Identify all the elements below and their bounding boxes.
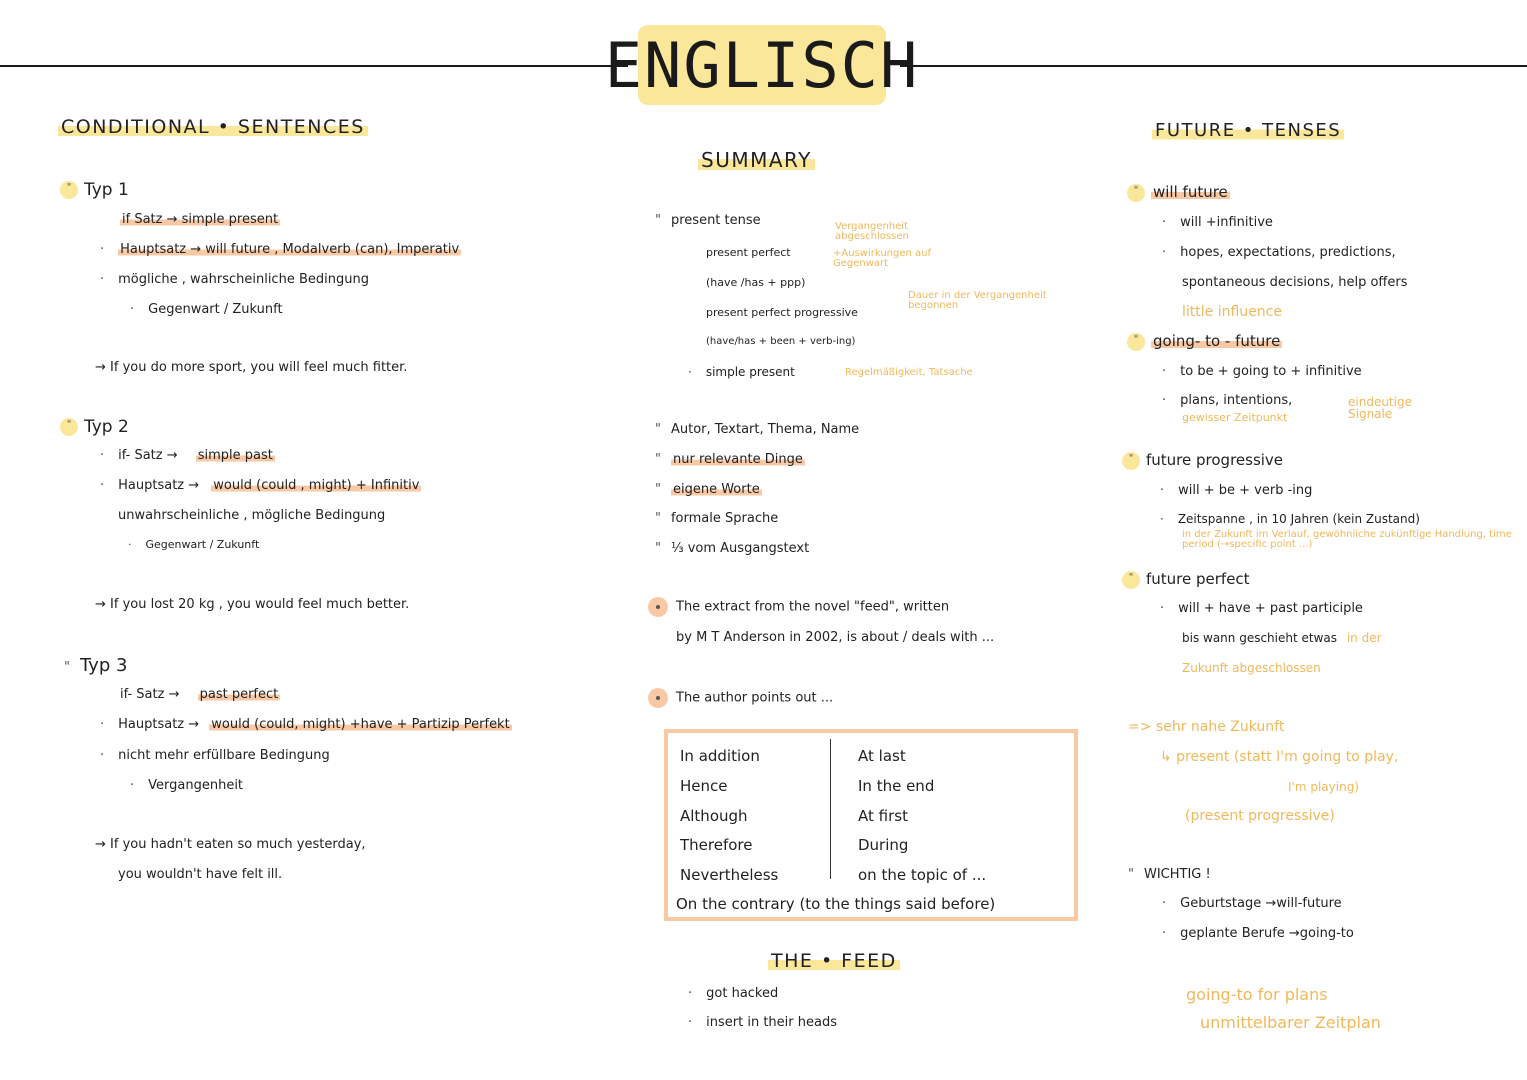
going-line-2: · plans, intentions,: [1162, 393, 1293, 408]
box-divider: [830, 739, 831, 879]
end-note-1: going-to for plans: [1186, 985, 1328, 1004]
page-title: ENGLISCH: [604, 28, 920, 102]
summary-point-1: " Autor, Textart, Thema, Name: [655, 422, 860, 437]
near-future-1: => sehr nahe Zukunft: [1128, 719, 1285, 735]
connective-left-4: Therefore: [680, 836, 753, 854]
note-dauer: Dauer in der Vergangenheit begonnen: [908, 290, 1047, 311]
have-been: (have/has + been + verb-ing): [706, 336, 856, 347]
will-line-2: · hopes, expectations, predictions,: [1162, 245, 1396, 260]
connective-left-2: Hence: [680, 777, 728, 795]
typ3-bedingung: · nicht mehr erfüllbare Bedingung: [100, 748, 330, 763]
future-perfect-label: " future perfect: [1122, 570, 1250, 589]
connectives-box: [664, 729, 1078, 921]
present-perfect-progressive: present perfect progressive: [706, 306, 858, 319]
quote-icon: ": [1122, 571, 1140, 589]
typ3-zeit: · Vergangenheit: [130, 778, 244, 793]
summary-heading: SUMMARY: [698, 148, 815, 172]
typ3-example-2: you wouldn't have felt ill.: [118, 867, 283, 882]
wichtig-line-1: · Geburtstage →will-future: [1162, 896, 1342, 911]
typ2-label-row: [60, 417, 129, 437]
quote-icon: ": [655, 452, 661, 467]
summary-point-4: " formale Sprache: [655, 511, 779, 526]
typ1-hauptsatz: · Hauptsatz → will future , Modalverb (can), Imperativ: [100, 242, 460, 257]
typ1-example: → If you do more sport, you will feel much fitter.: [95, 360, 408, 375]
quote-icon: ": [655, 482, 661, 497]
typ3-label: Typ 3: [79, 655, 128, 676]
typ2-if-satz: · if- Satz → simple past: [100, 448, 273, 463]
feed-item-1: · got hacked: [688, 986, 779, 1001]
connective-left-1: In addition: [680, 747, 760, 765]
typ1-label: Typ 1: [84, 180, 129, 200]
typ2-zeit: · Gegenwart / Zukunft: [128, 538, 260, 551]
author-points-out: The author points out ...: [648, 688, 833, 708]
quote-icon: ": [655, 541, 661, 556]
typ2-hauptsatz: · Hauptsatz → would (could , might) + Infinitiv: [100, 478, 420, 493]
quote-icon: ": [64, 660, 70, 675]
typ1-label-row: [60, 180, 129, 200]
wichtig-label: " WICHTIG !: [1128, 867, 1211, 882]
wichtig-line-2: · geplante Berufe →going-to: [1162, 926, 1354, 941]
note-auswirkungen: +Auswirkungen auf Gegenwart: [833, 248, 931, 269]
title-rule-right: [900, 65, 1527, 67]
typ1-bedingung: · mögliche , wahrscheinliche Bedingung: [100, 272, 369, 287]
near-future-2: ↳ present (statt I'm going to play,: [1160, 749, 1399, 765]
will-note: little influence: [1182, 304, 1282, 320]
quote-icon: ": [60, 181, 78, 199]
simple-present: · simple present: [688, 365, 795, 379]
near-future-3: I'm playing): [1288, 780, 1359, 794]
quote-icon: ": [1122, 452, 1140, 470]
summary-point-2: " nur relevante Dinge: [655, 452, 803, 467]
connective-left-5: Nevertheless: [680, 866, 779, 884]
quote-icon: ": [1128, 867, 1134, 882]
conditional-heading: CONDITIONAL • SENTENCES: [58, 116, 368, 138]
typ3-if-satz: if- Satz → past perfect: [120, 687, 279, 702]
connective-right-1: At last: [858, 747, 906, 765]
connective-right-5: on the topic of ...: [858, 866, 987, 884]
quote-icon: ": [655, 511, 661, 526]
title-rule-left: [0, 65, 628, 67]
note-regel: Regelmäßigkeit, Tatsache: [845, 367, 973, 378]
extract-line-1: The extract from the novel "feed", written: [648, 597, 949, 617]
quote-icon: ": [655, 422, 661, 437]
connective-right-4: During: [858, 836, 909, 854]
present-perfect: present perfect: [706, 246, 791, 259]
end-note-2: unmittelbarer Zeitplan: [1200, 1013, 1381, 1032]
prog-line-2: · Zeitspanne , in 10 Jahren (kein Zustand): [1160, 512, 1420, 526]
will-line-1: · will +infinitive: [1162, 215, 1273, 230]
will-future-label: " will future: [1127, 183, 1230, 202]
connective-bottom: On the contrary (to the things said before): [676, 895, 996, 913]
perf-line-1: · will + have + past participle: [1160, 601, 1363, 616]
typ2-bedingung: unwahrscheinliche , mögliche Bedingung: [118, 508, 386, 523]
typ3-label-row: [64, 655, 127, 676]
connective-right-2: In the end: [858, 777, 935, 795]
going-note-zeitpunkt: gewisser Zeitpunkt: [1182, 411, 1288, 424]
future-heading: FUTURE • TENSES: [1152, 120, 1344, 141]
typ1-zeit: · Gegenwart / Zukunft: [130, 302, 283, 317]
typ1-if-satz: if Satz → simple present: [122, 212, 279, 227]
near-future-4: (present progressive): [1185, 808, 1335, 824]
typ2-label: Typ 2: [84, 417, 129, 437]
typ2-example: → If you lost 20 kg , you would feel much better.: [95, 597, 410, 612]
quote-icon: ": [1127, 184, 1145, 202]
typ3-hauptsatz: · Hauptsatz → would (could, might) +have + Partizip Perfekt: [100, 717, 510, 732]
bullet-dot-icon: [648, 688, 668, 708]
going-line-1: · to be + going to + infinitive: [1162, 364, 1362, 379]
quote-icon: ": [1127, 333, 1145, 351]
summary-point-5: " ⅓ vom Ausgangstext: [655, 541, 810, 556]
perf-line-2: bis wann geschieht etwas in der: [1182, 631, 1382, 645]
quote-icon: ": [655, 213, 661, 228]
note-vergangenheit: Vergangenheit abgeschlossen: [835, 221, 909, 242]
connective-left-3: Although: [680, 807, 748, 825]
title-box: [604, 25, 920, 105]
summary-point-3: " eigene Worte: [655, 482, 760, 497]
going-to-label: " going- to - future: [1127, 332, 1282, 351]
prog-note: in der Zukunft im Verlauf, gewöhnliche zukünftige Handlung, time period (→specific point ...): [1182, 529, 1512, 550]
connective-right-3: At first: [858, 807, 908, 825]
feed-heading: THE • FEED: [768, 950, 900, 972]
bullet-dot-icon: [648, 597, 668, 617]
have-has: (have /has + ppp): [706, 276, 806, 289]
prog-line-1: · will + be + verb -ing: [1160, 483, 1313, 498]
perf-note: Zukunft abgeschlossen: [1182, 661, 1321, 675]
future-progressive-label: " future progressive: [1122, 451, 1283, 470]
going-note-signale: eindeutige Signale: [1348, 395, 1412, 421]
feed-item-2: · insert in their heads: [688, 1015, 837, 1030]
will-line-3: spontaneous decisions, help offers: [1182, 275, 1408, 290]
extract-line-2: by M T Anderson in 2002, is about / deals with ...: [676, 630, 995, 645]
typ3-example-1: → If you hadn't eaten so much yesterday,: [95, 837, 366, 852]
quote-icon: ": [60, 418, 78, 436]
present-tense: " present tense: [655, 213, 761, 228]
